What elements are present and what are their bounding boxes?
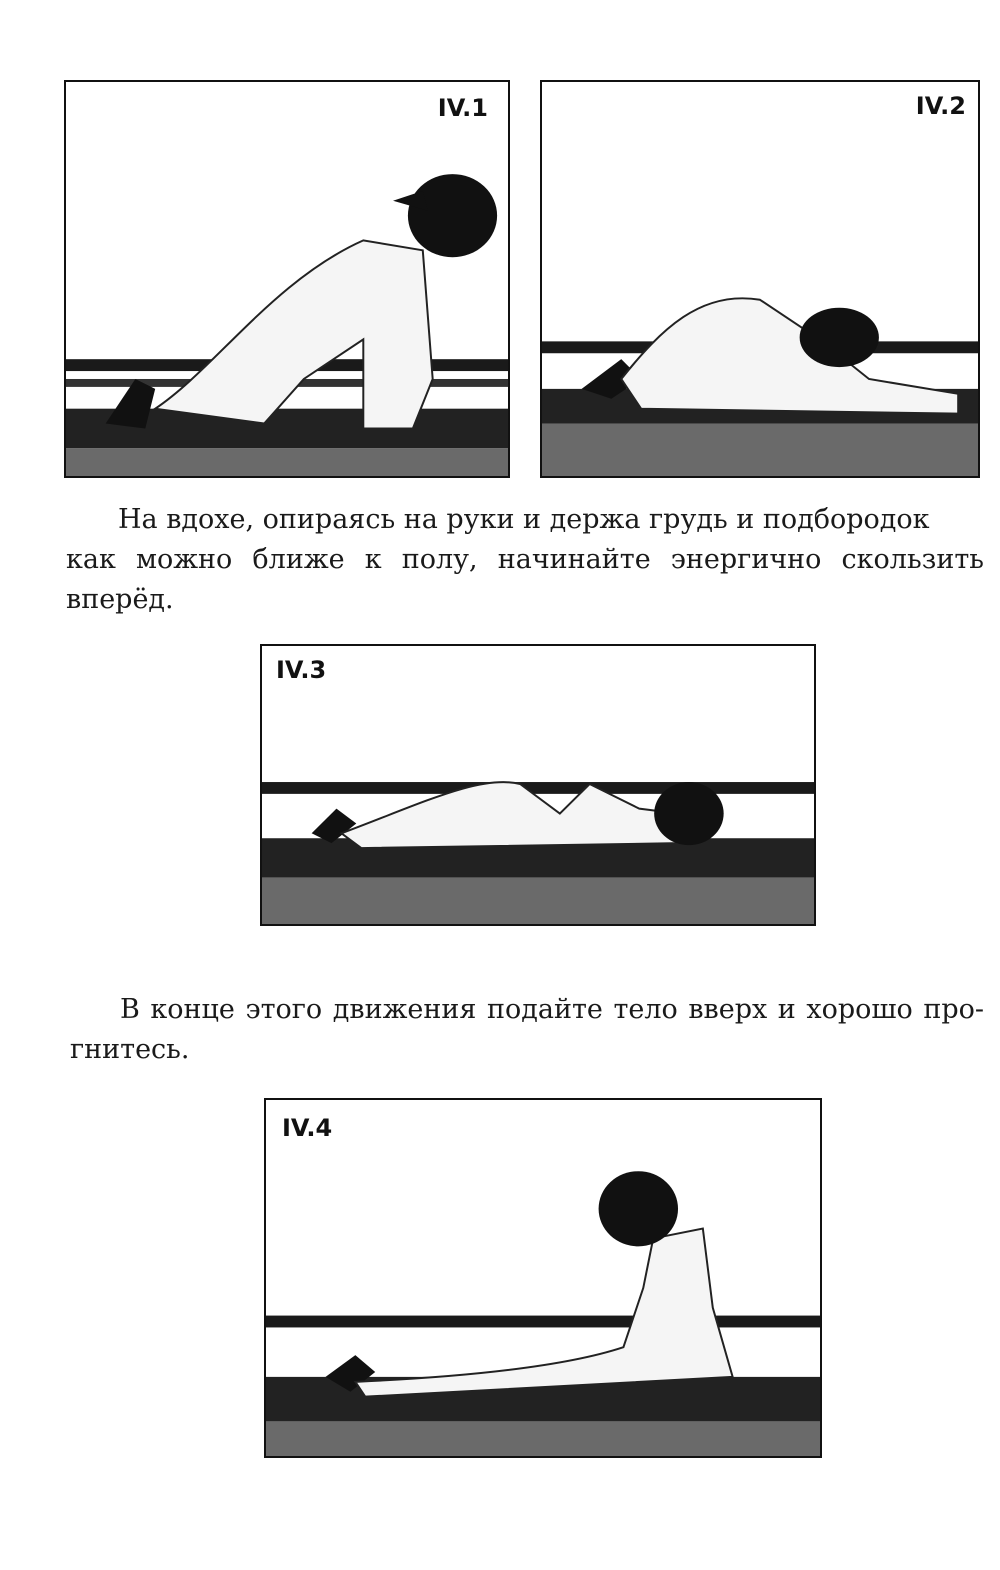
figure-iv-4 [264, 1098, 822, 1458]
figure-label: IV.2 [915, 92, 966, 120]
paragraph-1 [66, 500, 984, 630]
figure-iv-3 [260, 644, 816, 926]
paragraph-line: На вдохе, опираясь на руки и держа грудь и подбородок [118, 504, 930, 535]
upward-arch-pose-photo [266, 1100, 820, 1456]
figure-iv-2 [540, 80, 980, 478]
kneeling-pose-photo [66, 82, 508, 476]
paragraph-line: вперёд. [66, 584, 174, 615]
figure-label: IV.3 [276, 656, 327, 684]
figure-label: IV.4 [282, 1114, 333, 1142]
paragraph-2 [66, 990, 984, 1080]
figure-label: IV.1 [437, 94, 488, 122]
low-glide-pose-photo [262, 646, 814, 924]
paragraph-line: В конце этого движения подайте тело вверх и хорошо про- [120, 994, 984, 1025]
paragraph-line: гнитесь. [70, 1034, 190, 1065]
sliding-pose-photo [542, 82, 978, 476]
paragraph-line: как можно ближе к полу, начинайте энергично скользить [66, 544, 984, 575]
figure-iv-1 [64, 80, 510, 478]
